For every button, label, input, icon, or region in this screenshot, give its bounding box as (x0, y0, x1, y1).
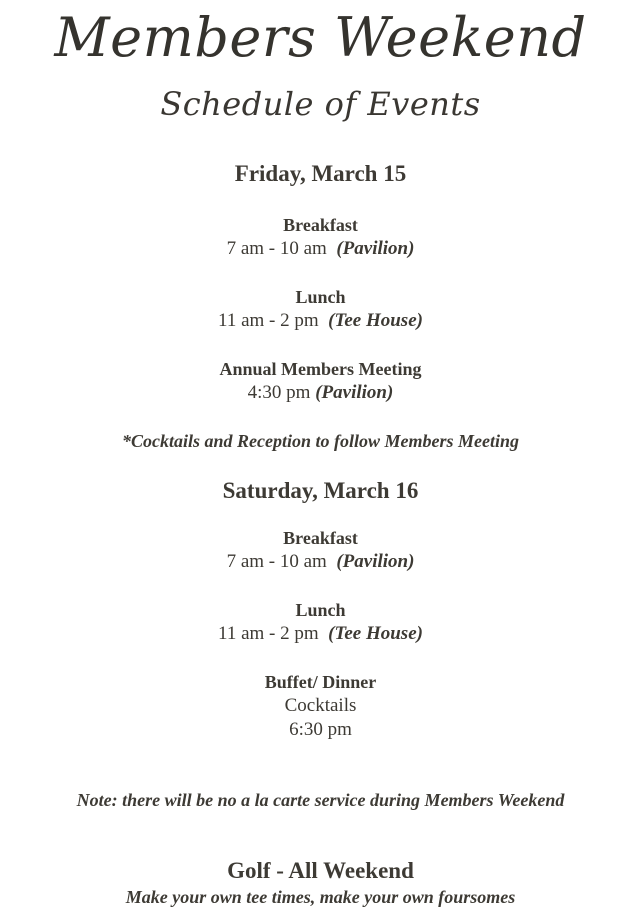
service-note: Note: there will be no a la carte service during Members Weekend (76, 790, 565, 810)
friday-meeting-time: 4:30 pm (247, 382, 311, 403)
saturday-heading: Saturday, March 16 (222, 478, 419, 503)
saturday-breakfast-name: Breakfast (283, 528, 358, 548)
friday-reception-note: *Cocktails and Reception to follow Members Meeting (122, 431, 519, 451)
golf-subtitle: Make your own tee times, make your own foursomes (125, 887, 516, 907)
friday-heading: Friday, March 15 (234, 161, 407, 186)
friday-meeting-location: (Pavilion) (315, 382, 394, 403)
saturday-breakfast-time: 7 am - 10 am (226, 551, 327, 572)
friday-breakfast-details (0, 237, 641, 261)
saturday-lunch-location: (Tee House) (328, 623, 423, 644)
saturday-dinner-time: 6:30 pm (289, 719, 352, 740)
page-title: Members Weekend (54, 6, 587, 69)
friday-lunch-name: Lunch (295, 287, 346, 307)
saturday-dinner-cocktails: Cocktails (284, 695, 357, 716)
saturday-breakfast-location: (Pavilion) (336, 551, 415, 572)
friday-lunch-time: 11 am - 2 pm (218, 310, 319, 331)
page-subtitle: Schedule of Events (160, 85, 481, 123)
saturday-lunch-details (0, 622, 641, 646)
golf-heading: Golf - All Weekend (227, 858, 414, 883)
saturday-breakfast-details (0, 550, 641, 574)
saturday-dinner-name: Buffet/ Dinner (264, 672, 377, 692)
friday-meeting-name: Annual Members Meeting (219, 359, 422, 379)
saturday-lunch-name: Lunch (295, 600, 346, 620)
saturday-lunch-time: 11 am - 2 pm (218, 623, 319, 644)
friday-breakfast-location: (Pavilion) (336, 238, 415, 259)
friday-meeting-details (0, 381, 641, 405)
friday-lunch-details (0, 309, 641, 333)
friday-breakfast-time: 7 am - 10 am (226, 238, 327, 259)
friday-breakfast-name: Breakfast (283, 215, 358, 235)
friday-lunch-location: (Tee House) (328, 310, 423, 331)
